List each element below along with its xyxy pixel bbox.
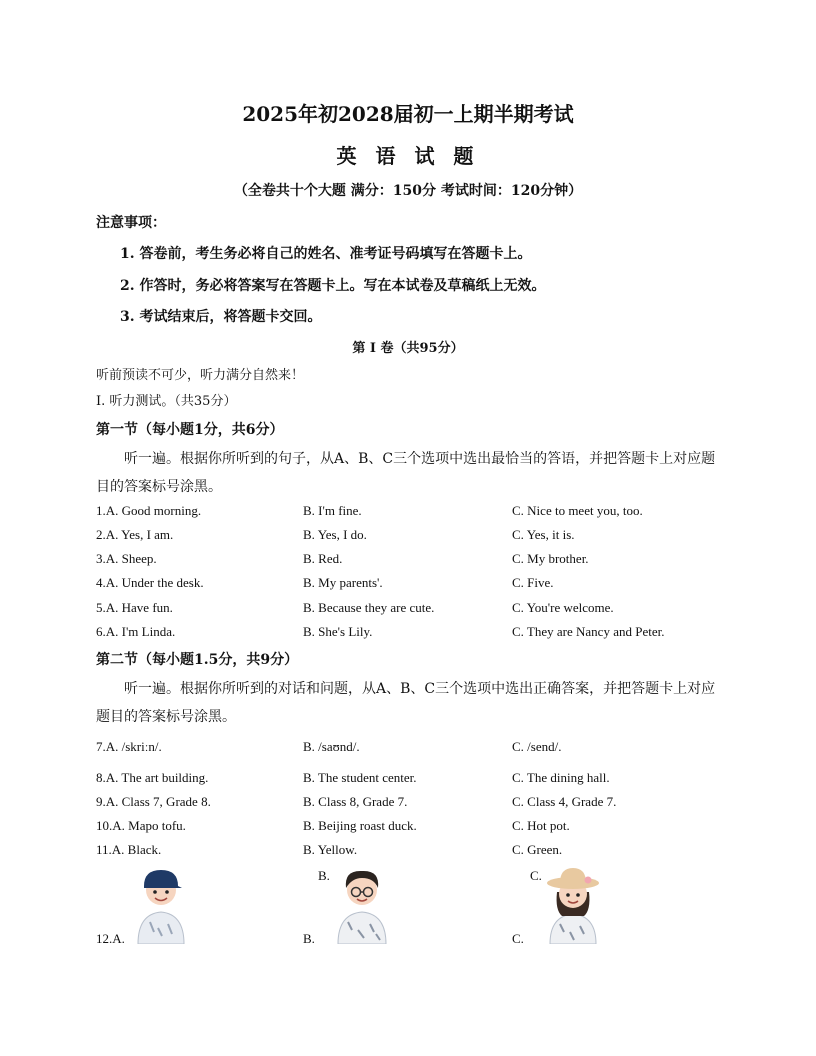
q12-option-c: C. <box>512 931 524 946</box>
q7-option-b: B. /saʊnd/. <box>303 739 360 754</box>
q9-option-a: 9.A. Class 7, Grade 8. <box>96 794 211 809</box>
q5-option-b: B. Because they are cute. <box>303 600 435 615</box>
notice-heading: 注意事项： <box>96 215 166 231</box>
q1-option-c: C. Nice to meet you, too. <box>512 503 643 518</box>
q4-option-b: B. My parents'. <box>303 575 383 590</box>
notice-rule-2: 2. 作答时，务必将答案写在答题卡上。写在本试卷及草稿纸上无效。 <box>120 278 546 294</box>
q10-option-b: B. Beijing roast duck. <box>303 818 417 833</box>
section2-heading: 第二节（每小题1.5分，共9分） <box>96 652 299 668</box>
section1-instruction: 听一遍。根据你所听到的句子，从A、B、C三个选项中选出最恰当的答语，并把答题卡上对应题目的答案标号涂黑。 <box>96 451 716 495</box>
q4-option-a: 4.A. Under the desk. <box>96 575 204 590</box>
q1-option-a: 1.A. Good morning. <box>96 503 202 518</box>
q12-label-c-top: C. <box>530 868 542 883</box>
q4-option-c: C. Five. <box>512 575 554 590</box>
q8-option-b: B. The student center. <box>303 770 417 785</box>
q12-option-b: B. <box>303 931 315 946</box>
q5-option-a: 5.A. Have fun. <box>96 600 173 615</box>
q3-option-c: C. My brother. <box>512 551 589 566</box>
girl-hat-illustration <box>540 862 606 944</box>
boy-body <box>138 912 184 944</box>
q3-option-a: 3.A. Sheep. <box>96 551 157 566</box>
section1-heading: 第一节（每小题1分，共6分） <box>96 422 284 438</box>
q8-option-c: C. The dining hall. <box>512 770 610 785</box>
q5-option-c: C. You're welcome. <box>512 600 614 615</box>
notice-rule-1: 1. 答卷前，考生务必将自己的姓名、准考证号码填写在答题卡上。 <box>120 246 532 262</box>
q7-option-c: C. /send/. <box>512 739 562 754</box>
part1-title: 第 I 卷（共95分） <box>352 341 464 356</box>
q8-option-a: 8.A. The art building. <box>96 770 209 785</box>
motto: 听前预读不可少，听力满分自然来！ <box>96 368 305 383</box>
q2-option-c: C. Yes, it is. <box>512 527 575 542</box>
q11-option-c: C. Green. <box>512 842 563 857</box>
q12-option-a: 12.A. <box>96 931 125 946</box>
boy-glasses-illustration <box>330 862 394 944</box>
q11-option-b: B. Yellow. <box>303 842 358 857</box>
q10-option-c: C. Hot pot. <box>512 818 570 833</box>
listening-section-label: I. 听力测试。（共35分） <box>96 394 237 409</box>
exam-info: （全卷共十个大题 满分：150分 考试时间：120分钟） <box>233 183 583 199</box>
q6-option-c: C. They are Nancy and Peter. <box>512 624 665 639</box>
q1-option-b: B. I'm fine. <box>303 503 362 518</box>
notice-rule-3: 3. 考试结束后，将答题卡交回。 <box>120 309 322 325</box>
q6-option-b: B. She's Lily. <box>303 624 373 639</box>
q9-option-b: B. Class 8, Grade 7. <box>303 794 408 809</box>
exam-subtitle: 英 语 试 题 <box>336 144 480 168</box>
q6-option-a: 6.A. I'm Linda. <box>96 624 176 639</box>
boy-cap-illustration <box>130 862 192 944</box>
q2-option-a: 2.A. Yes, I am. <box>96 527 174 542</box>
exam-title: 2025年初2028届初一上期半期考试 <box>242 102 574 126</box>
q12-label-b-top: B. <box>318 868 330 883</box>
q7-option-a: 7.A. /skriːn/. <box>96 739 162 754</box>
q3-option-b: B. Red. <box>303 551 343 566</box>
q2-option-b: B. Yes, I do. <box>303 527 367 542</box>
q10-option-a: 10.A. Mapo tofu. <box>96 818 186 833</box>
boy-cap <box>144 870 182 888</box>
q9-option-c: C. Class 4, Grade 7. <box>512 794 617 809</box>
girl-hat-crown <box>560 868 586 883</box>
section2-instruction: 听一遍。根据你所听到的对话和问题，从A、B、C三个选项中选出正确答案，并把答题卡上对应题目的答案标号涂黑。 <box>96 681 716 725</box>
q11-option-a: 11.A. Black. <box>96 842 162 857</box>
